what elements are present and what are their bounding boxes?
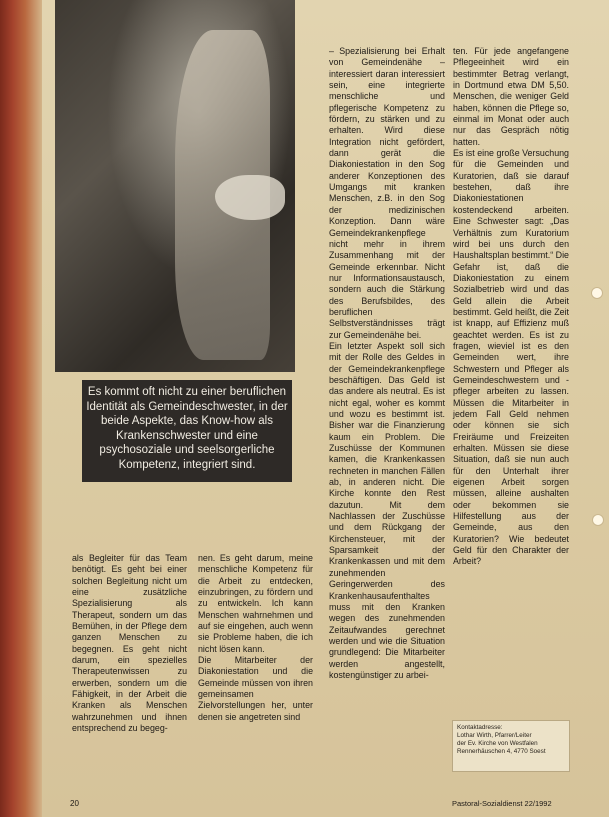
- page-binding-edge: [0, 0, 42, 817]
- text-column-4: ten. Für jede angefangene Pflegeeinheit wird ein bestimmter Betrag verlangt, in Dortmund etwa DM 5,50. Menschen, die weniger Geld haben, können die Pflege so, einmal im Monat oder auch nur das Gespräch nötig hatten. Es ist eine große Versuchung für die Gemeinden und Kuratorien, daß sie darauf bestehen, daß ihre Diakoniestationen kostendeckend arbeiten. Eine Schwester sagt: „Das Verhältnis zum Kuratorium wird bei uns durch den Haushaltsplan bestimmt.“ Die Gefahr ist, daß die Diakoniestation zu einem Sozialbetrieb wird und das Geld allein die Arbeit bestimmt. Geld heißt, die Zeit ist knapp, auf Effizienz muß geachtet werden. Es ist zu fragen, wieviel ist es den Gemeinden wert, ihre Schwestern und Pfleger als Gemeindeschwestern und -pfleger arbeiten zu lassen. Müssen die Mitarbeiter in jedem Fall Geld nehmen oder können sie sich Freiräume und Freizeiten erhalten. Müssen sie diese Situation, daß sie nun auch für den Unterhalt ihrer eigenen Arbeit sorgen müssen, alleine aushalten oder bekommen sie Hilfestellung aus der Gemeinde, aus den Kuratorien? Wie bedeutet Geld für den Charakter der Arbeit?: [453, 46, 569, 567]
- text-column-1: als Begleiter für das Team benötigt. Es geht bei einer solchen Begleitung nicht um eine zusätzliche Spezialisierung als Therapeut, sondern um das Bemühen, in der Pflege dem ganzen Menschen zu begegnen. Es geht nicht darum, ein spezielles Therapeutenwissen zu erwerben, sondern um die Fähigkeit, in der Arbeit die Kranken als Menschen wahrzunehmen und ihnen entsprechend zu begeg-: [72, 553, 187, 734]
- pull-quote-caption: Es kommt oft nicht zu einer beruflichen Identität als Gemeindeschwester, in der beide Aspekte, das Know-how als Krankenschwester und eine psychosoziale und seelsorgerliche Kompetenz, integriert sind.: [82, 380, 292, 482]
- punch-hole: [591, 287, 603, 299]
- journal-reference: Pastoral-Sozialdienst 22/1992: [452, 799, 552, 808]
- punch-hole: [592, 514, 604, 526]
- text-column-3: – Spezialisierung bei Erhalt von Gemeindenähe – interessiert daran interessiert sein, eine integrierte menschliche und pflegerische Kompetenz zu fördern, zu stärken und zu erhalten. Wird diese Integration nicht gefördert, dann gerät die Diakoniestation in den Sog anderer Konzeptionen des Umgangs mit kranken Menschen, z.B. in den Sog der medizinischen Konzeption. Dann wäre Gemeindekrankenpflege nicht mehr in ihrem Zusammenhang mit der Gemeinde erkennbar. Nicht nur Informationsaustausch, sondern auch die Stärkung des Berufsbildes, des beruflichen Selbstverständnisses trägt zur Gemeindenähe bei. Ein letzter Aspekt soll sich mit der Rolle des Geldes in der Gemeindekrankenpflege beschäftigen. Das Geld ist das andere als neutral. Es ist nicht egal, woher es kommt und wozu es bestimmt ist. Bisher war die Finanzierung kaum ein Problem. Die Zuschüsse der Kommunen kamen, die Krankenkassen rechneten in manchen Fällen ab, in anderen nicht. Die Kirche konnte den Rest dazutun. Mit dem Nachlassen der Zuschüsse und dem Rückgang der Kirchensteuer, mit der Sparsamkeit der Krankenkassen und mit dem zunehmenden Geringerwerden des Krankenhausaufenthaltes muss mit den Kranken wegen des zunehmenden Zeitaufwandes gerechnet werden und wie die Situation grundlegend: Die Mitarbeiter werden angestellt, kostengünstiger zu arbei-: [329, 46, 445, 680]
- page-number: 20: [70, 799, 79, 808]
- photo-hand: [215, 175, 285, 220]
- contact-address-box: Kontaktadresse: Lothar Wirth, Pfarrer/Leiter der Ev. Kirche von Westfalen Rennerhäuschen 4, 4770 Soest: [452, 720, 570, 772]
- text-column-2: nen. Es geht darum, meine menschliche Kompetenz für die Arbeit zu entdecken, einzubringen, zu fördern und zu entwickeln. Ich kann Menschen wahrnehmen und auf sie eingehen, auch wenn sie Probleme haben, die ich nicht lösen kann. Die Mitarbeiter der Diakoniestation und die Gemeinde müssen von ihren gemeinsamen Zielvorstellungen her, unter denen sie angetreten sind: [198, 553, 313, 722]
- article-photo: [55, 0, 295, 372]
